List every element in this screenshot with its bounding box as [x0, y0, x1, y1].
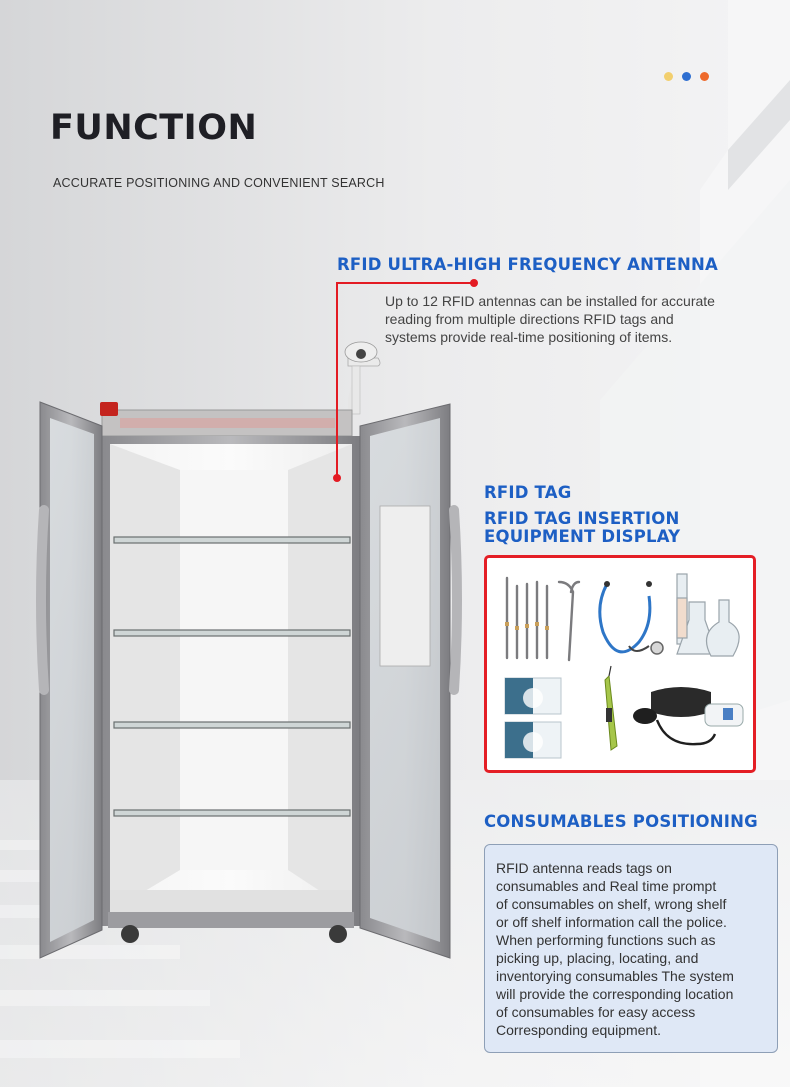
- equipment-display-image: [487, 558, 753, 770]
- consumables-line: inventorying consumables The system: [496, 968, 734, 984]
- tag-insertion-heading: [484, 510, 680, 546]
- consumables-line: Corresponding equipment.: [496, 1022, 661, 1038]
- consumables-line: RFID antenna reads tags on: [496, 860, 672, 876]
- dot-blue: [682, 72, 691, 81]
- thermometer-image: [605, 666, 617, 750]
- lab-glassware-image: [677, 574, 739, 656]
- antenna-line: systems provide real-time positioning of items.: [385, 329, 673, 345]
- consumables-heading: CONSUMABLES POSITIONING: [484, 812, 758, 831]
- page-subtitle: ACCURATE POSITIONING AND CONVENIENT SEARCH: [53, 176, 385, 190]
- callout-line-vertical: [336, 282, 338, 478]
- consumables-info-box: [484, 844, 778, 1053]
- antenna-heading: RFID ULTRA-HIGH FREQUENCY ANTENNA: [337, 255, 719, 274]
- callout-line-horizontal: [336, 282, 474, 284]
- consumables-line: of consumables for easy access: [496, 1004, 696, 1020]
- consumables-line: or off shelf information call the police.: [496, 914, 727, 930]
- consumables-line: consumables and Real time prompt: [496, 878, 717, 894]
- decorative-dots: [664, 72, 709, 81]
- consumables-line: of consumables on shelf, wrong shelf: [496, 896, 727, 912]
- page-title: FUNCTION: [50, 108, 258, 148]
- tag-insertion-heading-line: RFID TAG INSERTION: [484, 509, 680, 528]
- stethoscope-image: [600, 581, 663, 654]
- antenna-line: Up to 12 RFID antennas can be installed for accurate: [385, 293, 715, 309]
- medical-package-boxes-image: [505, 678, 561, 758]
- consumables-line: picking up, placing, locating, and: [496, 950, 699, 966]
- equipment-display-box: [484, 555, 756, 773]
- consumables-line: When performing functions such as: [496, 932, 716, 948]
- dot-yellow: [664, 72, 673, 81]
- rfid-tag-heading: RFID TAG: [484, 483, 572, 502]
- callout-dot-top: [470, 279, 478, 287]
- consumables-line: will provide the corresponding location: [496, 986, 734, 1002]
- antenna-line: reading from multiple directions RFID tags and: [385, 311, 674, 327]
- callout-dot-bottom: [333, 474, 341, 482]
- dental-tools-image: [507, 578, 579, 660]
- tag-insertion-heading-line: EQUIPMENT DISPLAY: [484, 527, 681, 546]
- antenna-description: [385, 292, 715, 346]
- blood-pressure-cuff-image: [633, 687, 743, 744]
- dot-orange: [700, 72, 709, 81]
- rfid-cabinet-image: [30, 330, 470, 970]
